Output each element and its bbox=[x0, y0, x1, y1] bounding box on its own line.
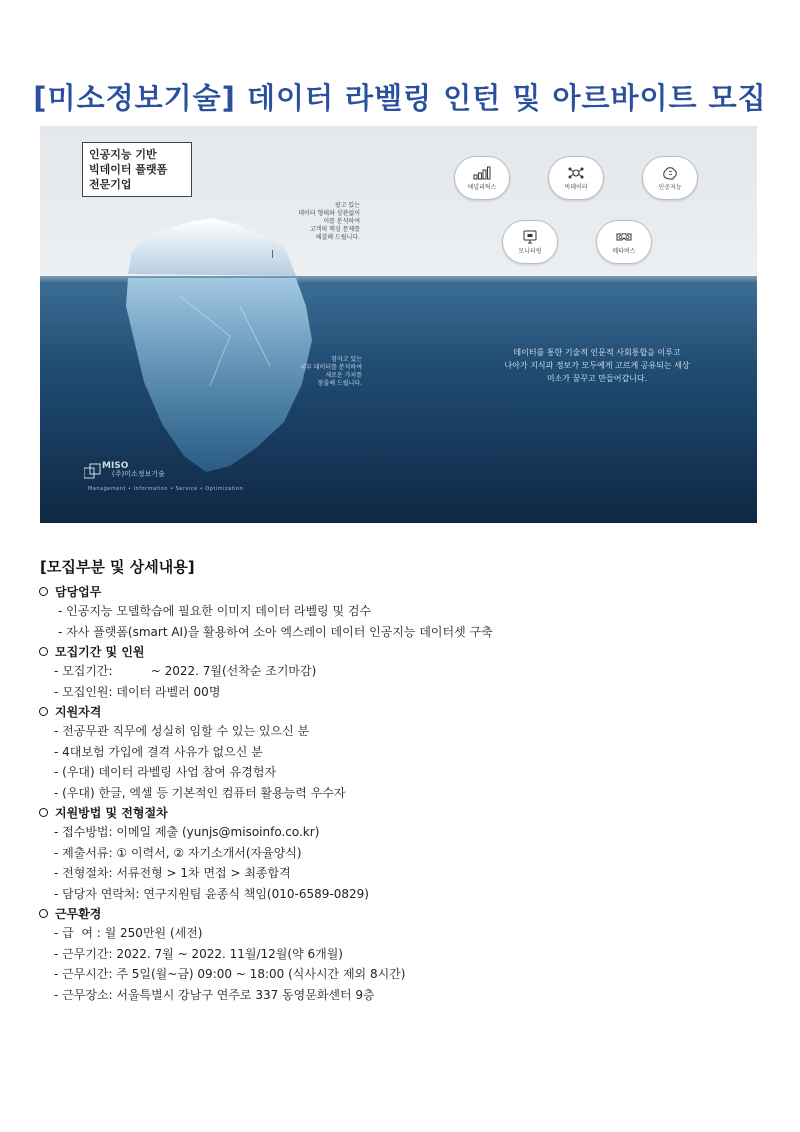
category-qualifications bbox=[38, 702, 758, 721]
circle-bullet-icon bbox=[39, 707, 48, 716]
list-item: - 전공무관 직무에 성실히 임할 수 있는 있으신 분 bbox=[54, 724, 310, 738]
category-title: 담당업무 bbox=[55, 585, 102, 599]
company-banner bbox=[40, 126, 757, 523]
mission-line: 데이터를 통한 기술적 인문적 사회통합을 이루고 bbox=[513, 348, 681, 357]
tagline-line: 빅데이터 플랫폼 bbox=[89, 163, 168, 176]
recruitment-details bbox=[38, 582, 758, 1005]
note-line: 해결해 드립니다. bbox=[315, 234, 360, 241]
note-line: 내부 데이터를 분석하여 bbox=[300, 364, 362, 371]
list-item: - 접수방법: 이메일 제출 (yunjs@misoinfo.co.kr) bbox=[54, 825, 320, 839]
service-analytics bbox=[454, 156, 510, 200]
note-line: 고객의 핵심 문제를 bbox=[309, 226, 360, 233]
service-ai bbox=[642, 156, 698, 200]
category-title: 지원방법 및 전형절차 bbox=[55, 806, 168, 820]
logo-name: (주)미소정보기술 bbox=[112, 470, 165, 478]
bar-chart-icon bbox=[473, 166, 491, 180]
service-bigdata bbox=[548, 156, 604, 200]
service-monitoring bbox=[502, 220, 558, 264]
section-header: [모집부분 및 상세내용] bbox=[40, 558, 195, 576]
list-item: - 급 여 : 월 250만원 (세전) bbox=[54, 926, 203, 940]
list-item: - 근무장소: 서울특별시 강남구 연주로 337 동영문화센터 9층 bbox=[54, 987, 375, 1002]
circle-bullet-icon bbox=[39, 647, 48, 656]
category-title: 모집기간 및 인원 bbox=[55, 645, 145, 659]
list-item: - 모집기간: ~ 2022. 7월(선착순 조기마감) bbox=[54, 664, 317, 678]
service-label: 메타버스 bbox=[612, 247, 636, 255]
category-duties bbox=[38, 582, 758, 601]
callout-line bbox=[272, 250, 273, 258]
brain-icon bbox=[661, 166, 679, 180]
list-item: - 4대보험 가입에 결격 사유가 없으신 분 bbox=[54, 744, 263, 759]
list-item: - (우대) 데이터 라벨링 사업 참여 유경험자 bbox=[54, 765, 277, 779]
category-title: 근무환경 bbox=[55, 907, 102, 921]
iceberg-bottom-note bbox=[284, 356, 362, 388]
service-label: 빅데이터 bbox=[564, 183, 588, 191]
list-item: - (우대) 한글, 엑셀 등 기본적인 컴퓨터 활용능력 우수자 bbox=[54, 785, 346, 800]
note-line: 잠자고 있는 bbox=[331, 356, 362, 363]
company-tagline bbox=[82, 142, 192, 197]
list-item: - 근무기간: 2022. 7월 ~ 2022. 11월/12월(약 6개월) bbox=[54, 946, 343, 961]
category-recruitment-period bbox=[38, 642, 758, 661]
vr-goggles-icon bbox=[615, 230, 633, 244]
list-item: - 담당자 연락처: 연구지원팀 윤종식 책임(010-6589-0829) bbox=[54, 886, 369, 901]
list-item: - 모집인원: 데이터 라벨러 00명 bbox=[54, 684, 221, 699]
category-application-process bbox=[38, 803, 758, 822]
tagline-line: 인공지능 기반 bbox=[89, 148, 157, 161]
note-line: 광고 있는 bbox=[334, 202, 360, 209]
mission-line: 나아가 지식과 정보가 모두에게 고르게 공유되는 세상 bbox=[504, 361, 690, 370]
category-title: 지원자격 bbox=[55, 705, 102, 719]
list-item: - 인공지능 모델학습에 필요한 이미지 데이터 라벨링 및 검수 bbox=[58, 604, 372, 618]
note-line: 새로운 가치를 bbox=[325, 372, 362, 379]
note-line: 데이터 형태와 상관없이 bbox=[298, 210, 360, 217]
service-metaverse bbox=[596, 220, 652, 264]
iceberg-top-note bbox=[282, 202, 360, 242]
list-item: - 근무시간: 주 5일(월~금) 09:00 ~ 18:00 (식사시간 제외 8시간) bbox=[54, 967, 406, 981]
mission-line: 미소가 꿈꾸고 만들어갑니다. bbox=[546, 374, 648, 383]
circle-bullet-icon bbox=[39, 909, 48, 918]
page-title: [미소정보기술] 데이터 라벨링 인턴 및 아르바이트 모집 bbox=[33, 81, 767, 115]
note-line: 창출해 드립니다. bbox=[317, 380, 362, 387]
service-label: 모니터링 bbox=[518, 247, 542, 255]
circle-bullet-icon bbox=[39, 587, 48, 596]
list-item: - 제출서류: ① 이력서, ② 자기소개서(자율양식) bbox=[54, 845, 302, 860]
list-item: - 자사 플랫폼(smart AI)을 활용하여 소아 엑스레이 데이터 인공지능 데이터셋 구축 bbox=[58, 624, 493, 639]
mission-statement bbox=[472, 346, 722, 385]
tagline-line: 전문기업 bbox=[89, 178, 132, 191]
circle-bullet-icon bbox=[39, 808, 48, 817]
service-label: 애널리틱스 bbox=[467, 183, 497, 191]
network-icon bbox=[567, 166, 585, 180]
category-work-environment bbox=[38, 904, 758, 923]
note-line: 이를 분석하여 bbox=[323, 218, 360, 225]
logo-slogan: Management • Information • Service • Optimization bbox=[88, 486, 244, 492]
monitor-icon bbox=[521, 230, 539, 244]
service-label: 인공지능 bbox=[658, 183, 682, 191]
list-item: - 전형절차: 서류전형 > 1차 면접 > 최종합격 bbox=[54, 866, 291, 880]
logo-mark: MISO bbox=[102, 461, 129, 471]
